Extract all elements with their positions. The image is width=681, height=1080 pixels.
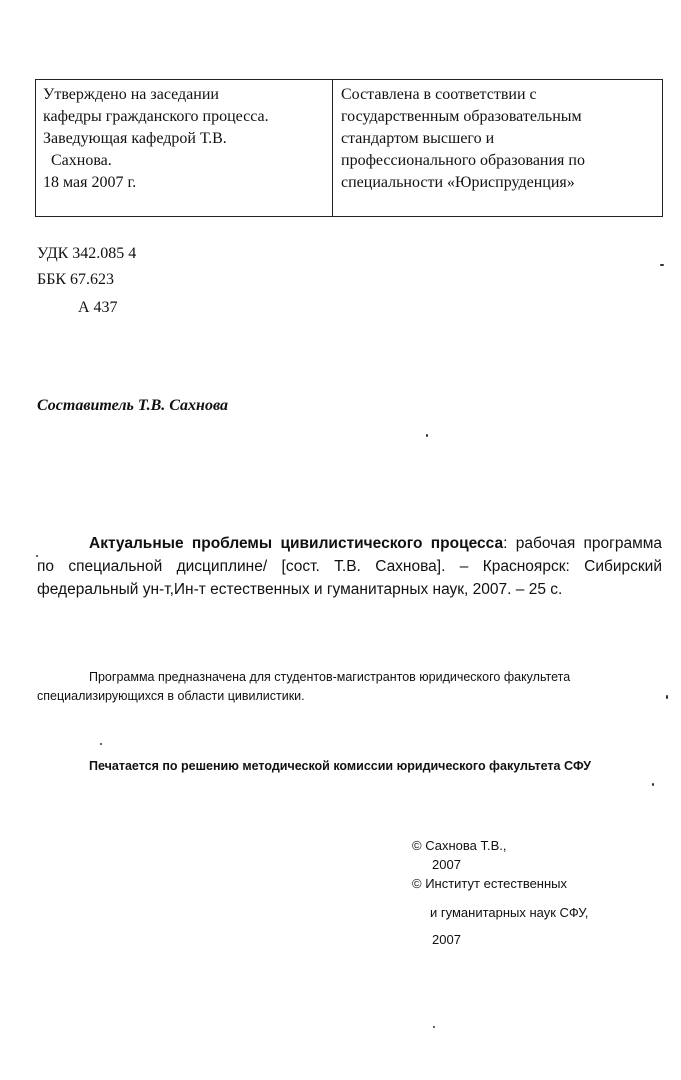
copyright-year: 2007 xyxy=(432,857,461,872)
scan-speck xyxy=(36,555,38,557)
approval-right-line: профессионального образования по xyxy=(341,152,585,169)
approval-cell-left xyxy=(36,80,333,216)
approval-right-line: Составлена в соответствии с xyxy=(341,86,537,103)
scan-speck xyxy=(433,1026,435,1028)
bbk-code: ББК 67.623 xyxy=(37,271,115,288)
approval-right-line: специальности «Юриспруденция» xyxy=(341,174,575,191)
author-sign: А 437 xyxy=(78,299,118,316)
copyright-holder: и гуманитарных наук СФУ, xyxy=(430,905,589,920)
approval-right-line: стандартом высшего и xyxy=(341,130,495,147)
approval-left-line: кафедры гражданского процесса. xyxy=(43,108,269,125)
copyright-holder: © Сахнова Т.В., xyxy=(412,838,507,853)
scan-speck xyxy=(426,434,428,437)
purpose-line: специализирующихся в области цивилистики. xyxy=(37,689,305,703)
print-decision: Печатается по решению методической комиссии юридического факультета СФУ xyxy=(89,759,591,773)
approval-cell-right xyxy=(333,80,662,216)
scan-speck xyxy=(666,695,668,699)
approval-left-line: Утверждено на заседании xyxy=(43,86,219,103)
approval-left-line: 18 мая 2007 г. xyxy=(43,174,137,191)
copyright-year: 2007 xyxy=(432,932,461,947)
scan-speck xyxy=(652,783,654,786)
purpose-line: Программа предназначена для студентов-магистрантов юридического факультета xyxy=(89,670,571,684)
compiler-credit: Составитель Т.В. Сахнова xyxy=(37,397,228,414)
approval-left-line: Заведующая кафедрой Т.В. xyxy=(43,130,227,147)
approval-table xyxy=(35,79,663,217)
udk-code: УДК 342.085 4 xyxy=(37,245,137,262)
bibliographic-rest: : рабочая программа по специальной дисциплине/ [сост. Т.В. Сахнова]. – Красноярск: Сибирский федеральный ун-т,Ин-т естественных и гуманитарных наук, 2007. – 25 с. xyxy=(37,535,662,598)
approval-left-line: Сахнова. xyxy=(51,152,112,169)
classification-codes xyxy=(37,241,136,321)
bibliographic-title: Актуальные проблемы цивилистического процесса xyxy=(89,535,504,552)
purpose-annotation xyxy=(37,668,667,706)
scan-speck xyxy=(100,743,102,745)
copyright-holder: © Институт естественных xyxy=(412,876,568,891)
bibliographic-description xyxy=(37,532,662,601)
approval-right-line: государственным образовательным xyxy=(341,108,582,125)
scan-speck xyxy=(660,264,664,266)
